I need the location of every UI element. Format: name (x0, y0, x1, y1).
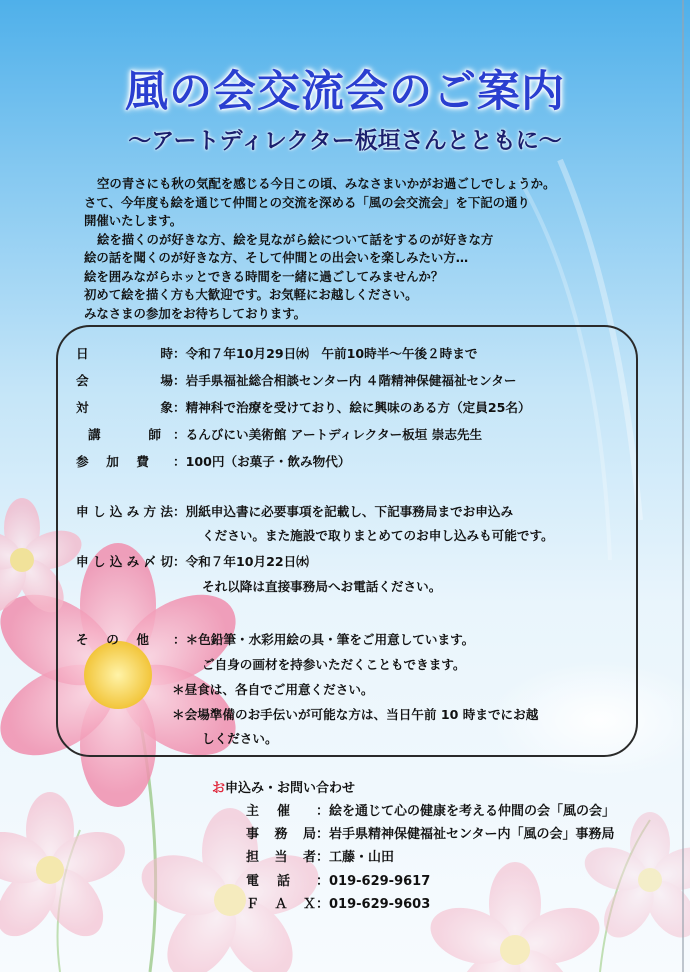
detail-continuation: それ以降は直接事務局へお電話ください。 (202, 579, 442, 594)
detail-label: 申し込み方法 (76, 504, 173, 519)
detail-value: ：令和７年10月29日㈬ 午前10時半～午後２時まで (173, 346, 478, 361)
contact-label: ＦＡＸ (246, 897, 316, 912)
detail-venue (76, 370, 516, 389)
contact-label: 事務局 (246, 827, 316, 842)
contact-fax (246, 893, 430, 912)
detail-label: 会場 (76, 373, 173, 388)
detail-lecturer (76, 424, 482, 443)
detail-label: 日時 (76, 346, 173, 361)
detail-continuation: ください。また施設で取りまとめてのお申し込みも可能です。 (202, 528, 554, 543)
intro-line: 空の青さにも秋の気配を感じる今日この頃、みなさまいかがお過ごしでしょうか。 (97, 176, 556, 191)
detail-label: 講師 (88, 427, 161, 442)
contact-phone (246, 870, 430, 889)
contact-value: ：019-629-9617 (316, 874, 431, 889)
detail-label: 申し込み〆切 (76, 554, 173, 569)
detail-label: その他 (76, 632, 149, 647)
detail-continuation: しください。 (202, 731, 278, 746)
detail-target (76, 397, 531, 416)
page-title: 風の会交流会のご案内 (125, 67, 565, 117)
detail-value: ：るんびにい美術館 アートディレクター板垣 崇志先生 (173, 427, 483, 442)
detail-value: ：100円（お菓子・飲み物代） (173, 454, 351, 469)
intro-line: みなさまの参加をお待ちしております。 (84, 305, 307, 321)
intro-line: 絵を描くのが好きな方、絵を見ながら絵について話をするのが好きな方 (97, 231, 494, 247)
intro-line: 初めて絵を描く方も大歓迎です。お気軽にお越しください。 (84, 287, 418, 302)
contact-section (212, 777, 616, 912)
contact-value: ：019-629-9603 (316, 897, 431, 912)
intro-line: さて、今年度も絵を通じて仲間との交流を深める「風の会交流会」を下記の通り (84, 194, 530, 210)
contact-value: ：絵を通じて心の健康を考える仲間の会「風の会」 (316, 804, 616, 819)
page-subtitle: ～アートディレクター板垣さんとともに～ (128, 128, 562, 154)
detail-continuation: ご自身の画材を持参いただくこともできます。 (202, 657, 466, 672)
contact-header-accent: お (212, 781, 226, 796)
detail-continuation: ＊昼食は、各自でご用意ください。 (172, 682, 374, 697)
contact-label: 主催 (246, 804, 290, 819)
intro-line: 絵を囲みながらホッとできる時間を一緒に過ごしてみませんか？ (84, 268, 444, 284)
detail-other (76, 629, 474, 648)
detail-apply-method (76, 501, 513, 520)
detail-fee (76, 451, 350, 470)
contact-office (246, 823, 614, 842)
detail-continuation: ＊会場準備のお手伝いが可能な方は、当日午前 10 時までにお越 (172, 707, 539, 722)
detail-deadline (76, 551, 309, 570)
contact-person (246, 846, 394, 865)
detail-label: 参加費 (76, 454, 149, 469)
detail-value: ：令和７年10月22日㈬ (173, 554, 309, 569)
intro-line: 開催いたします。 (84, 213, 183, 228)
contact-header-text: 申込み・お問い合わせ (225, 781, 356, 796)
detail-value: ：＊色鉛筆・水彩用絵の具・筆をご用意しています。 (173, 632, 475, 647)
contact-value: ：岩手県精神保健福祉センター内「風の会」事務局 (316, 827, 615, 842)
intro-text (84, 175, 654, 323)
detail-label: 対象 (76, 400, 173, 415)
detail-value: ：岩手県福祉総合相談センター内 ４階精神保健福祉センター (173, 373, 517, 388)
contact-label: 担当者 (246, 850, 316, 865)
detail-value: ：別紙申込書に必要事項を記載し、下記事務局までお申込み (173, 504, 514, 519)
contact-label: 電話 (246, 874, 290, 889)
contact-value: ：工藤・山田 (316, 850, 395, 865)
contact-header (212, 777, 355, 796)
intro-line: 絵の話を聞くのが好きな方、そして仲間との出会いを楽しみたい方… (84, 250, 469, 265)
detail-value: ：精神科で治療を受けており、絵に興味のある方（定員25名） (173, 400, 531, 415)
contact-organizer (246, 800, 615, 819)
detail-datetime (76, 343, 477, 362)
